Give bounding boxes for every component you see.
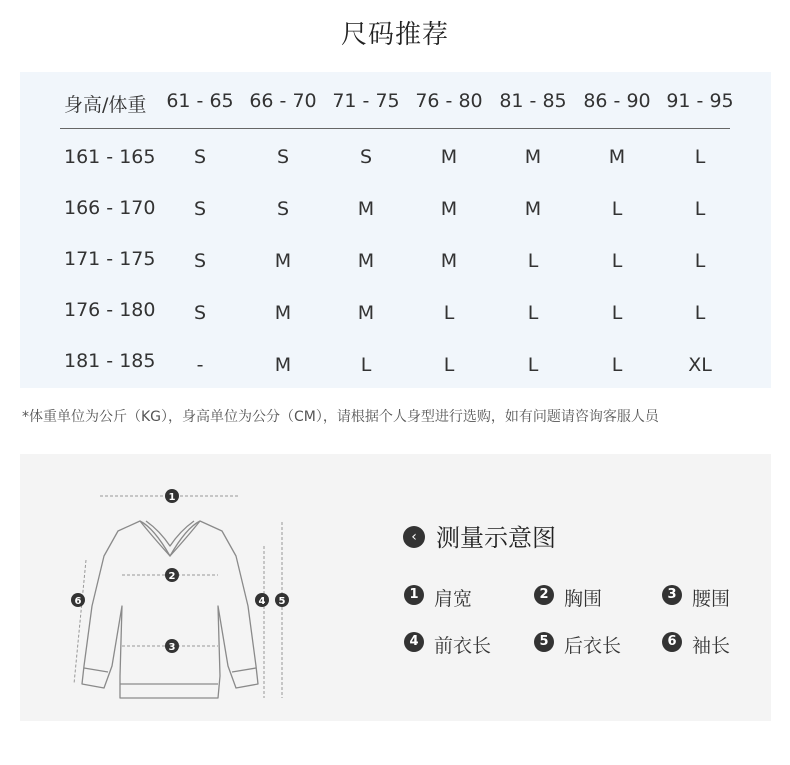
chevron-left-icon: ‹ [403,526,425,548]
weight-header: 91 - 95 [666,90,734,112]
height-label: 181 - 185 [64,350,156,372]
weight-header: 81 - 85 [499,90,567,112]
height-label: 166 - 170 [64,197,156,219]
size-cell: L [694,302,706,324]
page-title: 尺码推荐 [340,20,449,50]
legend-number: 6 [662,632,682,652]
measurement-panel [20,454,771,721]
height-label: 161 - 165 [64,146,156,168]
diagram-marker-1: 1 [168,492,176,503]
size-cell: M [357,250,375,272]
size-cell: L [611,198,623,220]
legend-label: 肩宽 [434,588,473,610]
size-cell: L [527,250,539,272]
diagram-marker-3: 3 [168,642,176,653]
size-cell: S [193,146,207,168]
legend-label: 腰围 [692,588,731,610]
size-cell: L [443,354,455,376]
header-divider [60,128,730,129]
weight-header: 76 - 80 [415,90,483,112]
height-label: 176 - 180 [64,299,156,321]
size-cell: M [274,250,292,272]
diagram-marker-5: 5 [278,596,286,607]
size-note: *体重单位为公斤（KG），身高单位为公分（CM），请根据个人身型进行选购，如有问题请咨询客服人员 [22,409,659,425]
legend-number: 4 [404,632,424,652]
size-cell: M [357,302,375,324]
measure-title: 测量示意图 [436,524,556,552]
legend-number: 5 [534,632,554,652]
size-cell: M [440,250,458,272]
size-cell: M [608,146,626,168]
height-label: 171 - 175 [64,248,156,270]
legend-label: 前衣长 [434,635,492,657]
size-cell: L [694,250,706,272]
table-corner-label: 身高/体重 [64,94,147,116]
diagram-marker-6: 6 [74,596,82,607]
size-cell: XL [688,354,712,376]
size-cell: L [360,354,372,376]
size-table [20,72,771,388]
size-cell: S [193,302,207,324]
size-cell: L [611,302,623,324]
size-cell: L [611,354,623,376]
size-cell: S [276,198,290,220]
diagram-marker-4: 4 [258,596,266,607]
size-cell: L [611,250,623,272]
legend-number: 1 [404,585,424,605]
legend-number: 2 [534,585,554,605]
size-cell: M [524,198,542,220]
size-cell: L [527,302,539,324]
weight-header: 71 - 75 [332,90,400,112]
size-cell: M [440,198,458,220]
size-cell: M [524,146,542,168]
size-cell: L [527,354,539,376]
legend-number: 3 [662,585,682,605]
size-cell: M [357,198,375,220]
legend-label: 胸围 [564,588,603,610]
size-cell: M [274,302,292,324]
size-cell: - [196,354,204,376]
size-cell: S [193,198,207,220]
diagram-marker-2: 2 [168,571,176,582]
weight-header: 61 - 65 [166,90,234,112]
size-cell: L [694,198,706,220]
size-cell: M [274,354,292,376]
size-cell: L [443,302,455,324]
weight-header: 86 - 90 [583,90,651,112]
weight-header: 66 - 70 [249,90,317,112]
size-cell: S [276,146,290,168]
size-cell: L [694,146,706,168]
size-cell: S [359,146,373,168]
sweater-measure-diagram [68,476,298,716]
legend-label: 后衣长 [564,635,622,657]
size-cell: S [193,250,207,272]
legend-label: 袖长 [692,635,731,657]
size-cell: M [440,146,458,168]
